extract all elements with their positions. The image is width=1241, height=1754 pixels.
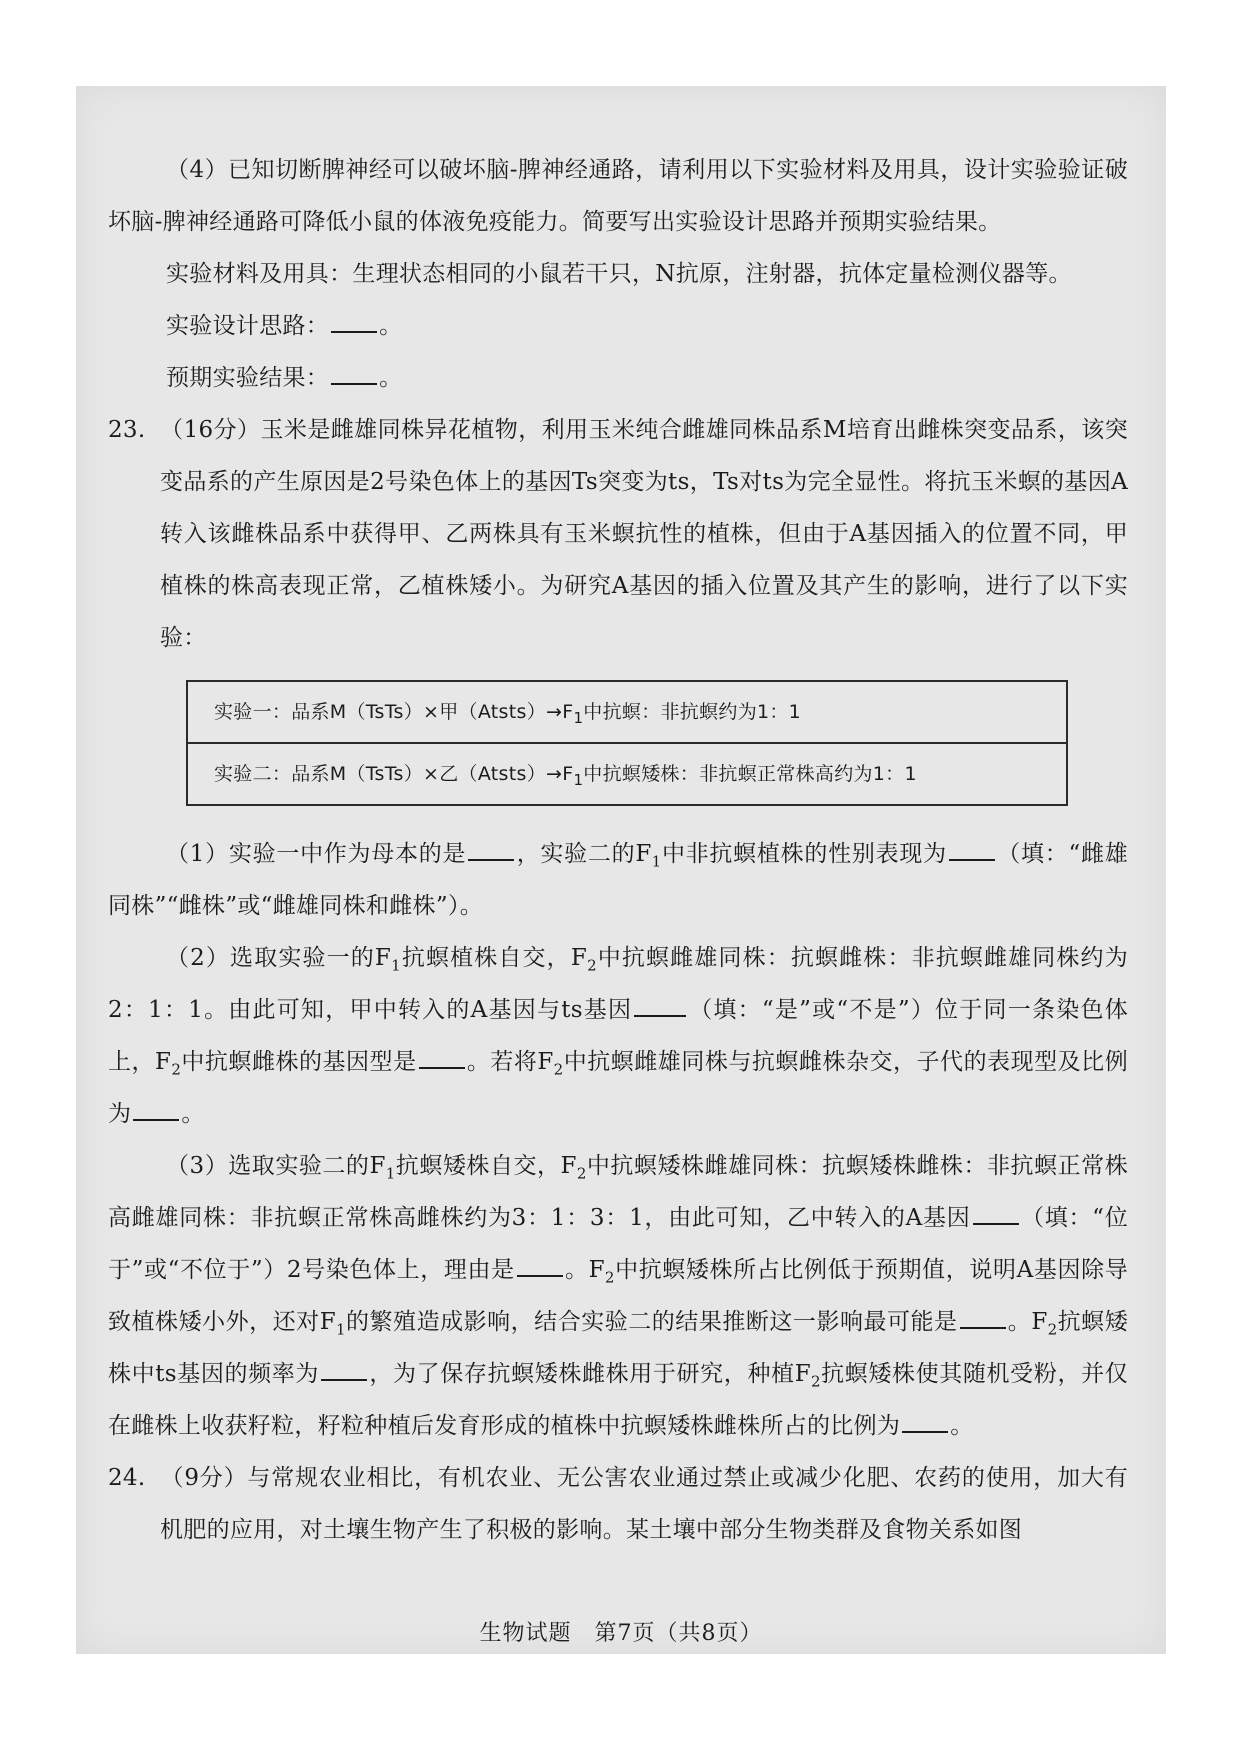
answer-blank [949, 839, 995, 861]
text: 。若将F [466, 1049, 554, 1075]
exp2-text-b: 中抗螟矮株：非抗螟正常株高约为1：1 [583, 763, 917, 785]
subscript: 2 [810, 1372, 821, 1391]
subscript: 2 [587, 956, 597, 975]
q23-part1 [108, 828, 1128, 932]
result-label: 预期实验结果： [166, 365, 330, 391]
text: 中抗螟矮株雌雄同株：抗螟矮株雌株：非抗螟正常株高雌雄同株：非抗螟正常株高雌株约为3：1：3：1，由此可知，乙中转入的A基因 [108, 1153, 1128, 1231]
exp1-text-b: 中抗螟：非抗螟约为1：1 [583, 701, 802, 723]
text: 的繁殖造成影响，结合实验二的结果推断这一影响最可能是 [345, 1309, 958, 1335]
design-label: 实验设计思路： [166, 313, 330, 339]
q22-part4-intro: （4）已知切断脾神经可以破坏脑-脾神经通路，请利用以下实验材料及用具，设计实验验证破坏脑-脾神经通路可降低小鼠的体液免疫能力。简要写出实验设计思路并预期实验结果。 [108, 157, 1128, 235]
q23-intro [108, 404, 1128, 664]
subscript: 2 [576, 1164, 587, 1183]
q24-intro [108, 1452, 1128, 1556]
answer-blank [419, 1047, 465, 1069]
answer-blank [321, 1359, 367, 1381]
text: 。F [1007, 1309, 1048, 1335]
q22-materials: 实验材料及用具：生理状态相同的小鼠若干只，N抗原，注射器，抗体定量检测仪器等。 [166, 261, 1072, 287]
subscript: 2 [171, 1060, 182, 1079]
experiment-table [186, 680, 1068, 806]
question-number: 23. [108, 417, 146, 443]
q23-part2 [108, 932, 1128, 1140]
text: 抗螟矮株使其随机受粉，并仅在雌株上收获籽粒，籽粒种植后发育形成的植株中抗螟矮株雌株所占的比例为 [108, 1361, 1129, 1439]
subscript: 1 [335, 1320, 346, 1339]
text: 中抗螟雌雄同株：抗螟雌株：非抗螟雌雄同株约为2：1：1。由此可知，甲中转入的A基因与ts基因 [108, 945, 1128, 1023]
answer-blank [973, 1203, 1019, 1225]
text: 抗螟矮株中ts基因的频率为 [108, 1309, 1129, 1387]
answer-blank [960, 1307, 1006, 1329]
q23-intro-text: （16分）玉米是雌雄同株异花植物，利用玉米纯合雌雄同株品系M培育出雌株突变品系，该突变品系的产生原因是2号染色体上的基因Ts突变为ts，Ts对ts为完全显性。将抗玉米螟的基因A转入该雌株品系中获得甲、乙两株具有玉米螟抗性的植株，但由于A基因插入的位置不同，甲植株的株高表现正常，乙植株矮小。为研究A基因的插入位置及其产生的影响，进行了以下实验： [160, 417, 1128, 651]
subscript: 1 [385, 1164, 396, 1183]
text: ，实验二的F [516, 841, 652, 867]
answer-blank [517, 1255, 563, 1277]
answer-blank [468, 839, 514, 861]
text: ，为了保存抗螟矮株雌株用于研究，种植F [369, 1361, 811, 1387]
text: 。 [181, 1101, 205, 1127]
end-mark: 。 [379, 365, 403, 391]
exp2-sub: 1 [573, 770, 584, 789]
text: （1）实验一中作为母本的是 [166, 841, 467, 867]
exp1-text-a: 实验一：品系M（TsTs）×甲（Atsts）→F [214, 701, 574, 723]
subscript: 2 [1047, 1320, 1058, 1339]
q22-design-line [108, 300, 1128, 352]
exp2-text-a: 实验二：品系M（TsTs）×乙（Atsts）→F [214, 763, 574, 785]
answer-blank [331, 363, 377, 385]
page-footer: 生物试题 第7页（共8页） [479, 1621, 763, 1646]
question-number: 24. [108, 1465, 146, 1491]
text: 中抗螟矮株所占比例低于预期值，说明A基因除导致植株矮小外，还对F [108, 1257, 1129, 1335]
subscript: 2 [604, 1268, 615, 1287]
text: 。 [950, 1413, 974, 1439]
end-mark: 。 [379, 313, 403, 339]
q22-result-line [108, 352, 1128, 404]
page-content [108, 144, 1128, 1556]
q23-part3 [108, 1140, 1128, 1452]
table-row [187, 743, 1067, 805]
experiment-1-cell [187, 681, 1067, 743]
text: （2）选取实验一的F [166, 945, 392, 971]
text: （填：“是”或“不是”）位于同一条染色体上，F [108, 997, 1128, 1075]
text: 抗螟矮株自交，F [395, 1153, 577, 1179]
text: 中非抗螟植株的性别表现为 [661, 841, 947, 867]
subscript: 1 [651, 852, 662, 871]
text: 中抗螟雌雄同株与抗螟雌株杂交，子代的表现型及比例为 [108, 1049, 1128, 1127]
text: 中抗螟雌株的基因型是 [181, 1049, 417, 1075]
text: （填：“位于”或“不位于”）2号染色体上，理由是 [108, 1205, 1128, 1283]
answer-blank [331, 311, 377, 333]
text: （3）选取实验二的F [166, 1153, 386, 1179]
q24-intro-text: （9分）与常规农业相比，有机农业、无公害农业通过禁止或减少化肥、农药的使用，加大有机肥的应用，对土壤生物产生了积极的影响。某土壤中部分生物类群及食物关系如图 [160, 1465, 1128, 1543]
subscript: 2 [553, 1060, 564, 1079]
answer-blank [902, 1411, 948, 1433]
text: 抗螟植株自交，F [401, 945, 588, 971]
text: 。F [564, 1257, 605, 1283]
answer-blank [634, 995, 686, 1017]
subscript: 1 [391, 956, 401, 975]
exp1-sub: 1 [573, 708, 584, 727]
table-row [187, 681, 1067, 743]
text: （填：“雌雄同株”“雌株”或“雌雄同株和雌株”）。 [108, 841, 1129, 919]
exam-page [76, 86, 1166, 1654]
experiment-2-cell [187, 743, 1067, 805]
answer-blank [133, 1099, 179, 1121]
